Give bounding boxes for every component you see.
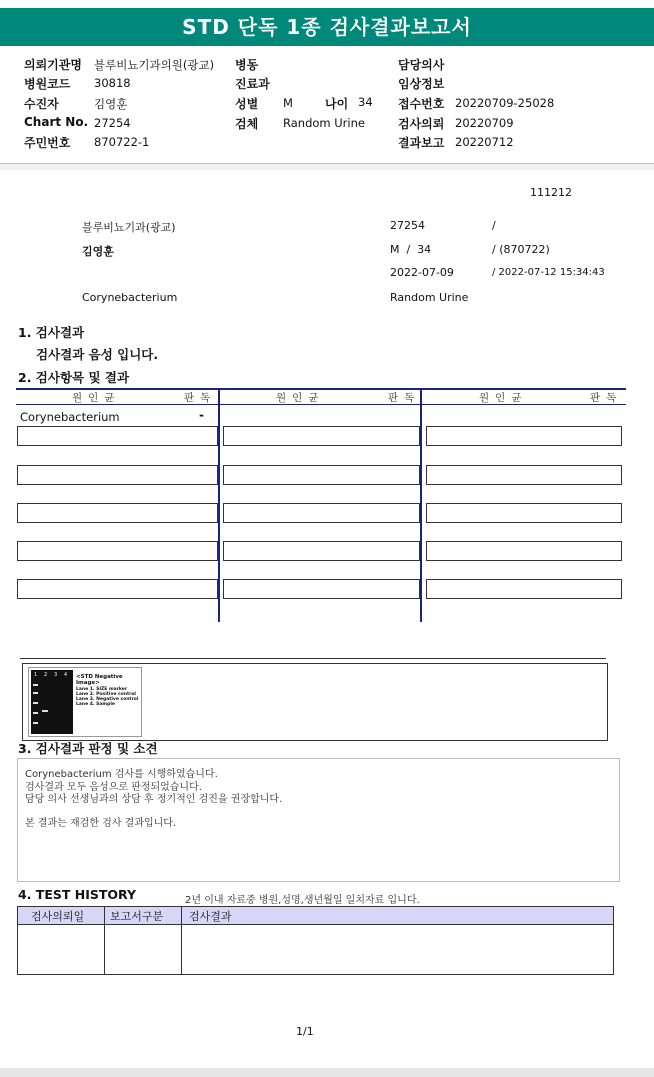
header-value: Random Urine <box>283 116 365 130</box>
col1-pathogen: 원인균 <box>72 392 121 404</box>
birth-date: / (870722) <box>492 243 550 256</box>
gel-frame <box>22 663 608 741</box>
marker-band <box>33 712 38 714</box>
report-title: STD 단독 1종 검사결과보고서 <box>0 8 654 46</box>
marker-band <box>33 722 38 724</box>
section-3-title: 3. 검사결과 판정 및 소견 <box>18 741 158 756</box>
header-value: 블루비뇨기과의원(광교) <box>94 58 215 72</box>
lane-1: 1 <box>34 672 38 678</box>
header-label: Chart No. <box>24 115 89 129</box>
result-box <box>426 426 622 446</box>
col2-judge: 판독 <box>388 392 421 404</box>
result-value: - <box>199 408 204 422</box>
gel-lanes-area <box>31 670 73 734</box>
result-box <box>17 579 218 599</box>
result-box <box>426 541 622 561</box>
opinion-line-2: 검사결과 모두 음성으로 판정되었습니다. <box>25 782 202 793</box>
lane-2: 2 <box>44 672 48 678</box>
result-box <box>17 541 218 561</box>
header-label: 접수번호 <box>398 97 445 111</box>
result-pathogen: Corynebacterium <box>20 410 120 424</box>
result-box <box>223 426 420 446</box>
page-number: 1/1 <box>296 1025 314 1038</box>
report-code: 111212 <box>530 186 572 199</box>
gel-legend-1: Lane 1. SIZE marker <box>76 687 128 692</box>
result-box <box>17 465 218 485</box>
report-time: / 2022-07-12 15:34:43 <box>492 267 605 278</box>
history-note: 2년 이내 자료중 병원,성명,생년월일 일치자료 입니다. <box>185 895 420 906</box>
header-label: 의뢰기관명 <box>24 58 82 72</box>
history-col-divider <box>181 906 182 975</box>
slash-sep: / <box>492 219 496 232</box>
history-header-row <box>17 906 614 925</box>
result-box <box>17 426 218 446</box>
history-col-type: 보고서구분 <box>110 910 164 923</box>
header-label: 병동 <box>235 58 259 72</box>
section-2-title: 2. 검사항목 및 결과 <box>18 370 130 385</box>
header-value: 20220709 <box>455 116 514 130</box>
section-1-title: 1. 검사결과 <box>18 325 85 340</box>
col1-judge: 판독 <box>184 392 217 404</box>
positive-band <box>42 710 48 712</box>
opinion-box <box>17 758 620 882</box>
header-value: 870722-1 <box>94 135 150 149</box>
section-4-title: 4. TEST HISTORY <box>18 887 137 902</box>
col2-pathogen: 원인균 <box>276 392 325 404</box>
gel-top-line <box>20 658 606 659</box>
gel-title: <STD Negative Image> <box>76 674 123 686</box>
header-value: 20220712 <box>455 135 514 149</box>
header-label: 성별 <box>235 97 259 111</box>
history-body <box>17 924 614 975</box>
specimen-type: Random Urine <box>390 291 469 304</box>
header-value: 27254 <box>94 116 131 130</box>
result-box <box>17 503 218 523</box>
gel-image <box>28 667 142 737</box>
section-1-result: 검사결과 음성 입니다. <box>36 347 159 362</box>
header-shadow <box>0 164 654 170</box>
header-label: 임상정보 <box>398 77 445 91</box>
gel-legend-3: Lane 3. Negative control <box>76 697 139 702</box>
chart-no: 27254 <box>390 219 425 232</box>
result-box <box>223 465 420 485</box>
result-box <box>223 541 420 561</box>
sex-age: M / 34 <box>390 243 432 256</box>
marker-band <box>33 684 38 686</box>
lane-3: 3 <box>54 672 58 678</box>
gel-legend-2: Lane 2. Positive control <box>76 692 136 697</box>
header-value: 김영훈 <box>94 97 128 111</box>
history-col-divider <box>104 906 105 975</box>
clinic-name: 블루비뇨기과(광교) <box>82 221 176 234</box>
header-label: 수진자 <box>24 97 59 111</box>
history-col-date: 검사의뢰일 <box>31 910 85 923</box>
age-value: 34 <box>358 95 373 109</box>
header-label: 진료과 <box>235 77 270 91</box>
header-label: 결과보고 <box>398 136 445 150</box>
header-label: 병원코드 <box>24 77 71 91</box>
opinion-line-5: 본 결과는 재검한 검사 결과입니다. <box>25 818 177 829</box>
result-box <box>223 503 420 523</box>
bottom-bar <box>0 1068 654 1077</box>
header-info <box>24 56 644 156</box>
grid-divider-1 <box>218 389 220 622</box>
age-label: 나이 <box>325 97 349 111</box>
header-label: 주민번호 <box>24 136 71 150</box>
history-table <box>17 906 614 975</box>
result-box <box>426 465 622 485</box>
result-box <box>426 579 622 599</box>
col3-judge: 판독 <box>590 392 623 404</box>
lane-4: 4 <box>64 672 68 678</box>
header-label: 검사의뢰 <box>398 117 445 131</box>
header-label: 검체 <box>235 117 259 131</box>
header-value: 20220709-25028 <box>455 96 555 110</box>
gel-legend-4: Lane 4. Sample <box>76 702 115 707</box>
result-box <box>426 503 622 523</box>
patient-name: 김영훈 <box>82 245 114 258</box>
marker-band <box>33 692 38 694</box>
header-value: 30818 <box>94 76 131 90</box>
marker-band <box>33 702 38 704</box>
opinion-line-1: Corynebacterium 검사를 시행하였습니다. <box>25 769 218 780</box>
opinion-line-3: 담당 의사 선생님과의 상담 후 정기적인 검진을 권장합니다. <box>25 794 283 805</box>
header-label: 담당의사 <box>398 58 445 72</box>
header-value: M <box>283 96 293 110</box>
organism-name: Corynebacterium <box>82 291 178 304</box>
col3-pathogen: 원인균 <box>479 392 528 404</box>
result-box <box>223 579 420 599</box>
grid-divider-2 <box>420 389 422 622</box>
history-col-result: 검사결과 <box>189 910 232 923</box>
received-date: 2022-07-09 <box>390 266 454 279</box>
